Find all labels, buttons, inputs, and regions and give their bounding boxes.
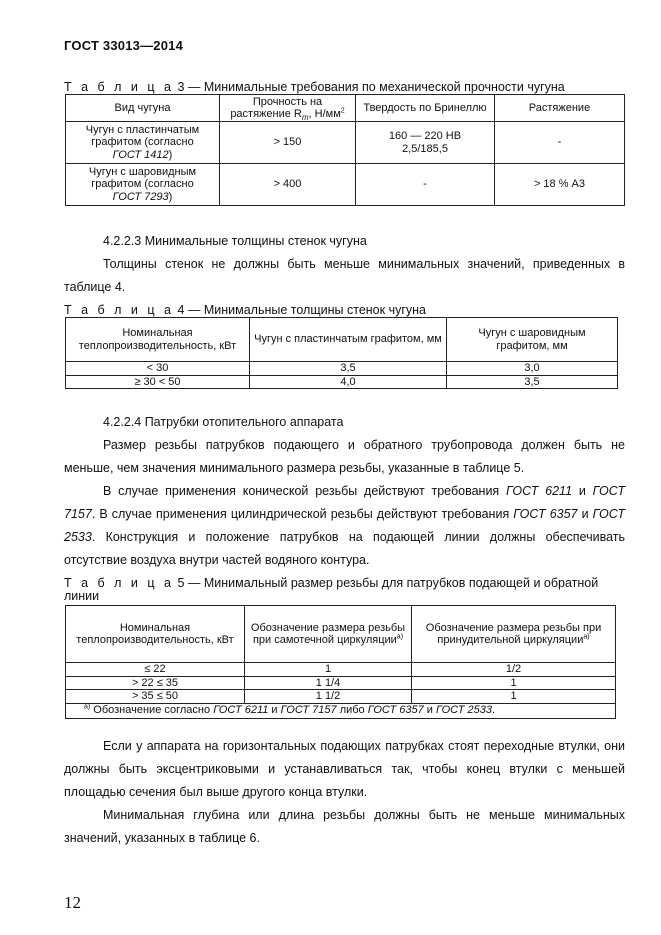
- cell-text: Чугун с пластинчатым графитом (согласно: [85, 123, 200, 149]
- gost-reference: ГОСТ 7293: [112, 190, 169, 203]
- table-row: [66, 164, 625, 206]
- cell-text: ): [168, 148, 173, 161]
- paragraph: Толщины стенок не должны быть меньше минимальных значений, приведенных в таблице 4.: [64, 257, 625, 294]
- table-header-cell: Вид чугуна: [66, 95, 220, 122]
- table-header-cell: [245, 606, 412, 663]
- gost-reference: ГОСТ 6357: [513, 507, 578, 521]
- table5-caption: [64, 577, 624, 603]
- gost-reference: ГОСТ 6357: [367, 704, 424, 717]
- gost-reference: ГОСТ 2533: [436, 704, 492, 717]
- table-cell: [356, 122, 495, 164]
- table-cell: -: [495, 122, 625, 164]
- header-text: Обозначение размера резьбы при принудительной циркуляции: [425, 621, 602, 646]
- header-text: Обозначение размера резьбы при самотечной циркуляции: [250, 621, 406, 646]
- header-text: Прочность на растяжение R: [230, 95, 323, 120]
- table4-caption-text: 4 — Минимальные толщины стенок чугуна: [173, 303, 426, 317]
- table-header-cell: Твердость по Бринеллю: [356, 95, 495, 122]
- section-heading: 4.2.2.4 Патрубки отопительного аппарата: [103, 415, 344, 429]
- table-cell: 1: [412, 676, 616, 690]
- text: и: [423, 704, 436, 717]
- table-cell: > 150: [220, 122, 356, 164]
- table-cell: 3,5: [250, 362, 447, 376]
- table-row: [66, 663, 616, 677]
- table-row: [66, 362, 618, 376]
- table-cell: > 22 ≤ 35: [66, 676, 245, 690]
- text: либо: [336, 704, 368, 717]
- text: . В случае применения цилиндрической резьбы действуют требования: [91, 507, 514, 521]
- text: В случае применения конической резьбы действуют требования: [103, 484, 506, 498]
- header-text: , Н/мм: [308, 108, 341, 120]
- table-footnote: [66, 703, 616, 718]
- table-row: [66, 375, 618, 389]
- document-header: ГОСТ 33013—2014: [64, 38, 183, 53]
- table-cell: > 35 ≤ 50: [66, 690, 245, 704]
- table-cell: ≤ 22: [66, 663, 245, 677]
- paragraph: Минимальная глубина или длина резьбы должны быть не меньше минимальных значений, указанных в таблице 6.: [64, 808, 625, 845]
- table-header-cell: Номинальная теплопроизводительность, кВт: [66, 606, 245, 663]
- paragraph: Если у аппарата на горизонтальных подающих патрубках стоят переходные втулки, они должны быть эксцентриковыми и устанавливаться так, чтобы конец втулки с меньшей площадью сечения был выше другого конца втулки.: [64, 739, 625, 799]
- footnote-mark: а): [583, 633, 590, 641]
- table-cell: 4,0: [250, 375, 447, 389]
- table-cell: [66, 122, 220, 164]
- gost-reference: ГОСТ 6211: [506, 484, 573, 498]
- gost-reference: ГОСТ 7157: [64, 484, 625, 521]
- cell-text: ): [168, 190, 173, 203]
- text: и: [268, 704, 281, 717]
- table-header-cell: Чугун с шаровидным графитом, мм: [447, 318, 618, 362]
- table4-caption: [64, 303, 426, 317]
- table5-caption-prefix: Т а б л и ц а: [64, 576, 174, 590]
- text: .: [492, 704, 496, 717]
- gost-reference: ГОСТ 2533: [64, 507, 625, 544]
- table-cell: ≥ 30 < 50: [66, 375, 250, 389]
- gost-reference: ГОСТ 1412: [112, 148, 169, 161]
- table-cell: < 30: [66, 362, 250, 376]
- table-cell: 1 1/4: [245, 676, 412, 690]
- text: и: [572, 484, 593, 498]
- table3-caption-prefix: Т а б л и ц а: [64, 80, 174, 94]
- cell-text: 160 — 220 НВ: [388, 130, 462, 142]
- table-header-cell: [412, 606, 616, 663]
- table-cell: -: [356, 164, 495, 206]
- table-header-row: [66, 318, 618, 362]
- header-superscript: 2: [340, 107, 345, 115]
- text: . Конструкция и положение патрубков на подающей линии должны обеспечивать отсутствие воздуха внутри частей водяного контура.: [64, 530, 625, 567]
- gost-reference: ГОСТ 6211: [213, 704, 269, 717]
- table3-caption-text: 3 — Минимальные требования по механической прочности чугуна: [173, 80, 565, 94]
- table-header-cell: Номинальная теплопроизводительность, кВт: [66, 318, 250, 362]
- section-heading: 4.2.2.3 Минимальные толщины стенок чугуна: [103, 234, 367, 248]
- table-header-cell: Растяжение: [495, 95, 625, 122]
- table-row: [66, 690, 616, 704]
- table-cell: 1: [412, 690, 616, 704]
- table4-caption-prefix: Т а б л и ц а: [64, 303, 174, 317]
- cell-text: Чугун с шаровидным графитом (согласно: [88, 165, 197, 191]
- table-cell: > 18 % А3: [495, 164, 625, 206]
- table-4: [65, 317, 618, 389]
- table-cell: [66, 164, 220, 206]
- table-cell: 1: [245, 663, 412, 677]
- gost-reference: ГОСТ 7157: [280, 704, 337, 717]
- table3-caption: [64, 80, 565, 94]
- table-header-cell: Чугун с пластинчатым графитом, мм: [250, 318, 447, 362]
- paragraph: Размер резьбы патрубков подающего и обратного трубопровода должен быть не меньше, чем значения минимального размера резьбы, указанные в таблице 5.: [64, 438, 625, 475]
- table-header-row: [66, 606, 616, 663]
- table5-caption-text: 5 — Минимальный размер резьбы для патрубков подающей и обратной линии: [64, 576, 599, 603]
- table-row: [66, 122, 625, 164]
- table-cell: > 400: [220, 164, 356, 206]
- table-cell: 1/2: [412, 663, 616, 677]
- footnote-mark: а): [84, 703, 91, 711]
- table-row: [66, 676, 616, 690]
- table-header-cell: [220, 95, 356, 122]
- cell-text: 2,5/185,5: [402, 142, 448, 155]
- table-header-row: [66, 95, 625, 122]
- footnote-mark: а): [396, 633, 404, 641]
- table-5: [65, 605, 616, 719]
- table-cell: 3,5: [447, 375, 618, 389]
- text: и: [577, 507, 593, 521]
- table-cell: 3,0: [447, 362, 618, 376]
- table-3: [65, 94, 625, 206]
- table-cell: 1 1/2: [245, 690, 412, 704]
- paragraph: [64, 480, 625, 572]
- page-number: 12: [64, 893, 81, 912]
- text: Обозначение согласно: [90, 704, 214, 717]
- header-subscript: m: [301, 113, 309, 123]
- table-footnote-row: [66, 703, 616, 718]
